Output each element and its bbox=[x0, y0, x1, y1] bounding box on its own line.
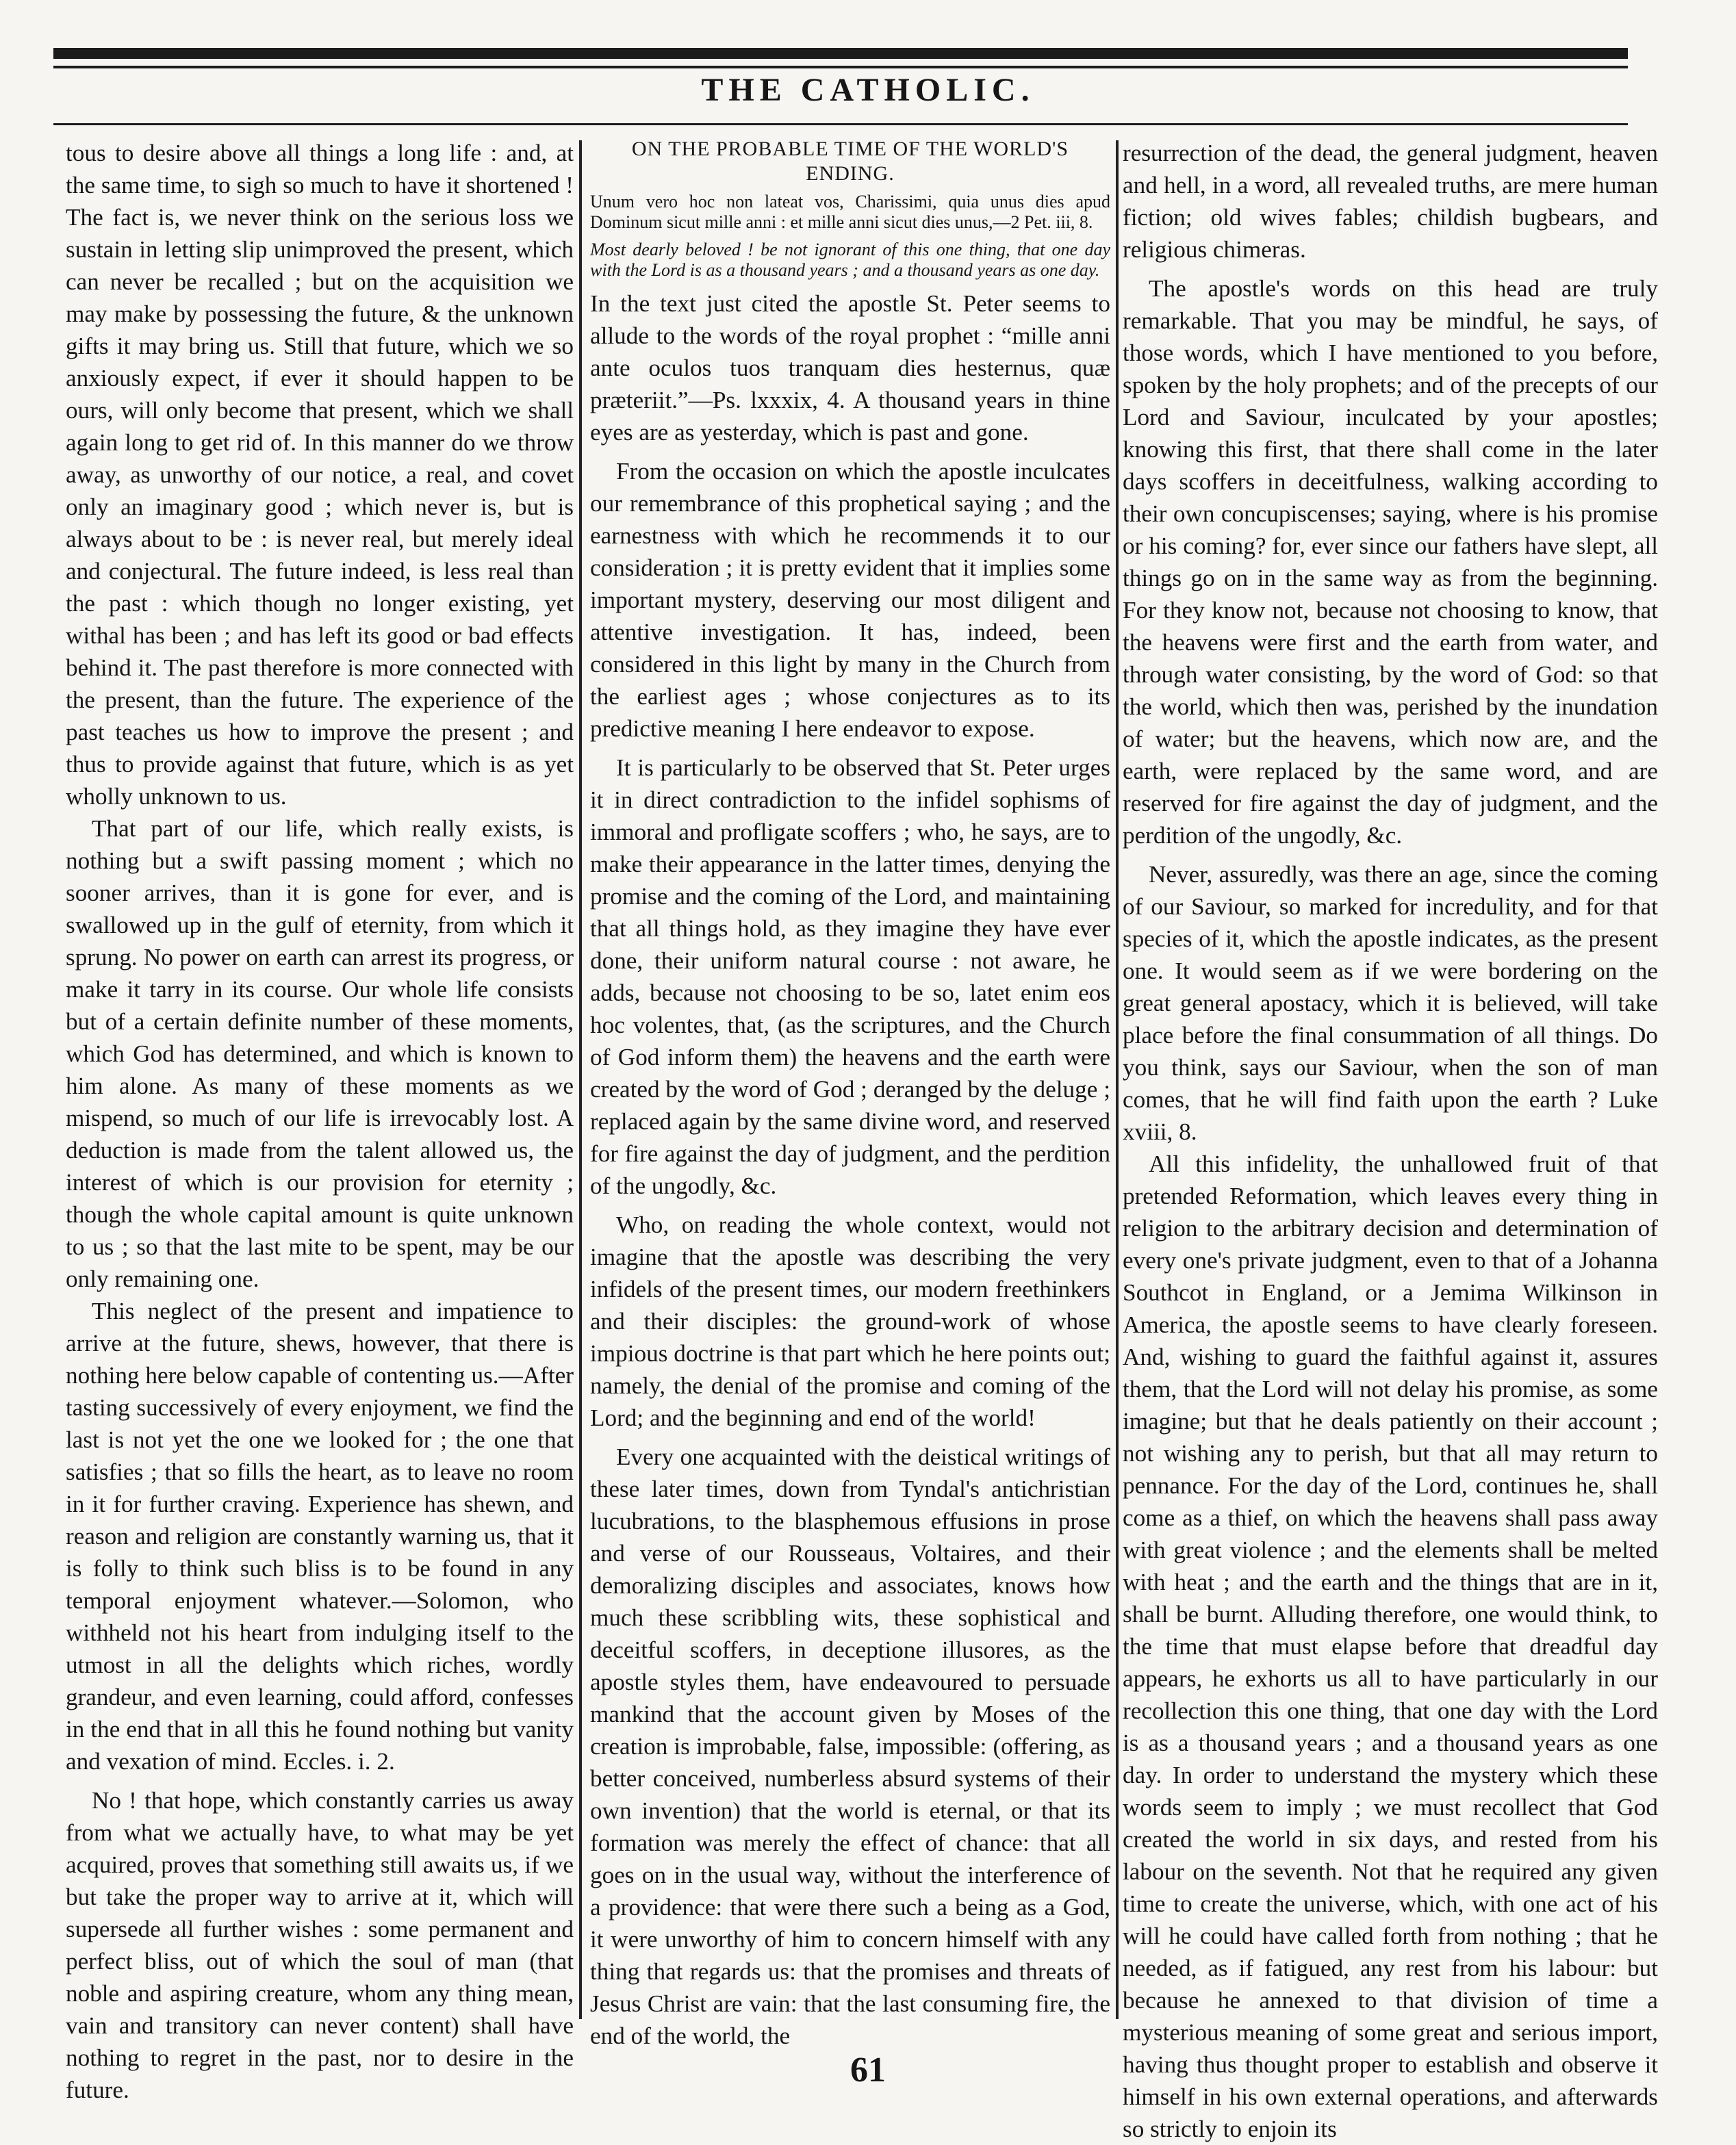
col1-paragraph-3: This neglect of the present and impatience to arrive at the future, shews, however, that there is nothing here below capable of contenting us.—After tasting successively of every enjoyment, we find the last is not yet the one we looked for ; the one that satisfies ; that so fills the heart, as to leave no room in it for further craving. Experience has shewn, and reason and religion are constantly warning us, that it is folly to think such bliss is to be found in any temporal enjoyment whatever.—Solomon, who withheld not his heart from indulging itself to the utmost in all the delights which riches, wordly grandeur, and even learning, could afford, confesses in the end that in all this he found nothing but vanity and vexation of mind. Eccles. i. 2. bbox=[66, 1298, 574, 1775]
page-number: 61 bbox=[850, 2051, 886, 2090]
top-rule-thick bbox=[53, 48, 1628, 59]
article-title: ON THE PROBABLE TIME OF THE WORLD'S ENDING. bbox=[631, 138, 1069, 185]
col1-paragraph-4: No ! that hope, which constantly carries us away from what we actually have, to what may be yet acquired, proves that something still awaits us, if we but take the proper way to arrive at it, which will supersede all further wishes : some permanent and perfect bliss, out of which the soul of man (that noble and aspiring creature, whom any thing mean, vain and transitory can never content) shall have nothing to regret in the past, nor to desire in the future. bbox=[66, 1787, 574, 2103]
column-1 bbox=[66, 137, 574, 2103]
column-3 bbox=[1123, 137, 1658, 2142]
top-rule-thin bbox=[53, 66, 1628, 68]
col2-paragraph-5: Every one acquainted with the deistical writings of these later times, down from Tyndal's antichristian lucubrations, to the blasphemous effusions in prose and verse of our Rousseaus, Voltaires, and their demoralizing disciples and associates, knows how much these scribbling wits, these sophistical and deceitful scoffers, in deceptione illusores, as the apostle styles them, have endeavoured to persuade mankind that the account given by Moses of the creation is improbable, false, impossible: (offering, as better conceived, numberless absurd systems of their own invention) that the world is eternal, or that its formation was merely the effect of chance: that all goes on in the usual way, without the interference of a providence: that were there such a being as a God, it were unworthy of him to concern himself with any thing that regards us: that the promises and threats of Jesus Christ are vain: that the last consuming fire, the end of the world, the bbox=[590, 1443, 1110, 2049]
col1-paragraph-2: That part of our life, which really exists, is nothing but a swift passing moment ; which no sooner arrives, than it is gone for ever, and is swallowed up in the gulf of eternity, from which it sprung. No power on earth can arrest its progress, or make it tarry in its course. Our whole life consists but of a certain definite number of these moments, which God has determined, and which is known to him alone. As many of these moments as we mispend, so much of our life is irrevocably lost. A deduction is made from the talent allowed us, the interest of which is our provision for eternity ; though the whole capital amount is quite unknown to us ; so that the last mite to be spent, may be our only remaining one. bbox=[66, 815, 574, 1292]
col2-paragraph-2: From the occasion on which the apostle inculcates our remembrance of this prophetical saying ; and the earnestness with which he recommends it to our consideration ; it is pretty evident that it implies some important mystery, deserving our most diligent and attentive investigation. It has, indeed, been considered in this light by many in the Church from the earliest ages ; whose conjectures as to its predictive meaning I here endeavor to expose. bbox=[590, 458, 1110, 742]
column-2 bbox=[590, 137, 1110, 2049]
masthead: THE CATHOLIC. bbox=[701, 72, 1035, 108]
masthead-rule bbox=[53, 123, 1628, 125]
epigraph-english: Most dearly beloved ! be not ignorant of this one thing, that one day with the Lord is as a thousand years ; and a thousand years as one day. bbox=[590, 240, 1110, 280]
col3-paragraph-3: Never, assuredly, was there an age, since the coming of our Saviour, so marked for incredulity, and for that species of it, which the apostle indicates, as the present one. It would seem as if we were bordering on the great general apostacy, which it is believed, will take place before the final consummation of all things. Do you think, says our Saviour, when the son of man comes, that he will find faith upon the earth ? Luke xviii, 8. bbox=[1123, 861, 1658, 1145]
col2-paragraph-1: In the text just cited the apostle St. Peter seems to allude to the words of the royal prophet : “mille anni ante oculos tuos tranquam dies hesternus, quæ præteriit.”—Ps. lxxxix, 4. A thousand years in thine eyes are as yesterday, which is past and gone. bbox=[590, 290, 1110, 446]
epigraph-latin: Unum vero hoc non lateat vos, Charissimi, quia unus dies apud Dominum sicut mille anni : et mille anni sicut dies unus,—2 Pet. iii, 8. bbox=[590, 192, 1110, 232]
col3-paragraph-1: resurrection of the dead, the general judgment, heaven and hell, in a word, all revealed truths, are mere human fiction; old wives fables; childish bugbears, and religious chimeras. bbox=[1123, 140, 1658, 263]
col1-paragraph-1: tous to desire above all things a long life : and, at the same time, to sigh so much to have it shortened ! The fact is, we never think on the serious loss we sustain in letting slip unimproved the present, which can never be recalled ; but on the acquisition we may make by possessing the future, & the unknown gifts it may bring us. Still that future, which we so anxiously expect, if ever it should happen to be ours, will only become that present, which we shall again long to get rid of. In this manner do we throw away, as unworthy of our notice, a real, and covet only an imaginary good ; which never is, but is always about to be : is never real, but merely ideal and conjectural. The future indeed, is less real than the past : which though no longer existing, yet withal has been ; and has left its good or bad effects behind it. The past therefore is more connected with the present, than the future. The experience of the past teaches us how to improve the present ; and thus to provide against that future, which is as yet wholly unknown to us. bbox=[66, 140, 574, 810]
column-divider-2 bbox=[1116, 140, 1119, 2019]
col3-paragraph-2: The apostle's words on this head are truly remarkable. That you may be mindful, he says, of those words, which I have mentioned to you before, spoken by the holy prophets; and of the precepts of our Lord and Saviour, inculcated by your apostles; knowing this first, that there shall come in the later days scoffers in deceitfulness, walking according to their own concupiscenses; saying, where is his promise or his coming? for, ever since our fathers have slept, all things go on in the same way as from the beginning. For they know not, because not choosing to know, that the heavens were first and the earth from water, and through water consisting, by the word of God: so that the world, which then was, perished by the inundation of water; but the heavens, which now are, and the earth, were replaced by the same word, and are reserved for fire against the day of judgment, and the perdition of the ungodly, &c. bbox=[1123, 275, 1658, 849]
col2-paragraph-3: It is particularly to be observed that St. Peter urges it in direct contradiction to the infidel sophisms of immoral and profligate scoffers ; who, he says, are to make their appearance in the latter times, denying the promise and the coming of the Lord, and maintaining that all things hold, as they imagine they have ever done, their uniform natural course : not aware, he adds, because not choosing to be so, latet enim eos hoc volentes, that, (as the scriptures, and the Church of God inform them) the heavens and the earth were created by the word of God ; deranged by the deluge ; replaced again by the same divine word, and reserved for fire against the day of judgment, and the perdition of the ungodly, &c. bbox=[590, 754, 1110, 1199]
col2-paragraph-4: Who, on reading the whole context, would not imagine that the apostle was describing the very infidels of the present times, our modern freethinkers and their disciples: the ground-work of whose impious doctrine is that part which he here points out; namely, the denial of the promise and coming of the Lord; and the beginning and end of the world! bbox=[590, 1211, 1110, 1431]
col3-paragraph-4: All this infidelity, the unhallowed fruit of that pretended Reformation, which leaves every thing in religion to the arbitrary decision and determination of every one's private judgment, even to that of a Johanna Southcot in England, or a Jemima Wilkinson in America, the apostle seems to have clearly foreseen. And, wishing to guard the faithful against it, assures them, that the Lord will not delay his promise, as some imagine; but that he deals patiently on their account ; not wishing any to perish, but that all may return to pennance. For the day of the Lord, continues he, shall come as a thief, on which the heavens shall pass away with great violence ; and the elements shall be melted with heat ; and the earth and the things that are in it, shall be burnt. Alluding therefore, one would think, to the time that must elapse before that dreadful day appears, he exhorts us all to have particularly in our recollection this one thing, that one day with the Lord is as a thousand years ; and a thousand years as one day. In order to understand the mystery which these words seem to imply ; we must recollect that God created the world in six days, and rested from his labour on the seventh. Not that he required any given time to create the universe, which, with one act of his will he could have called forth from nothing ; that he needed, as if fatigued, any rest from his labour: but because he annexed to that division of time a mysterious meaning of some great and serious import, having thus thought proper to establish and observe it himself in his own external operations, and afterwards so strictly to enjoin its bbox=[1123, 1151, 1658, 2142]
column-divider-1 bbox=[579, 140, 582, 2019]
